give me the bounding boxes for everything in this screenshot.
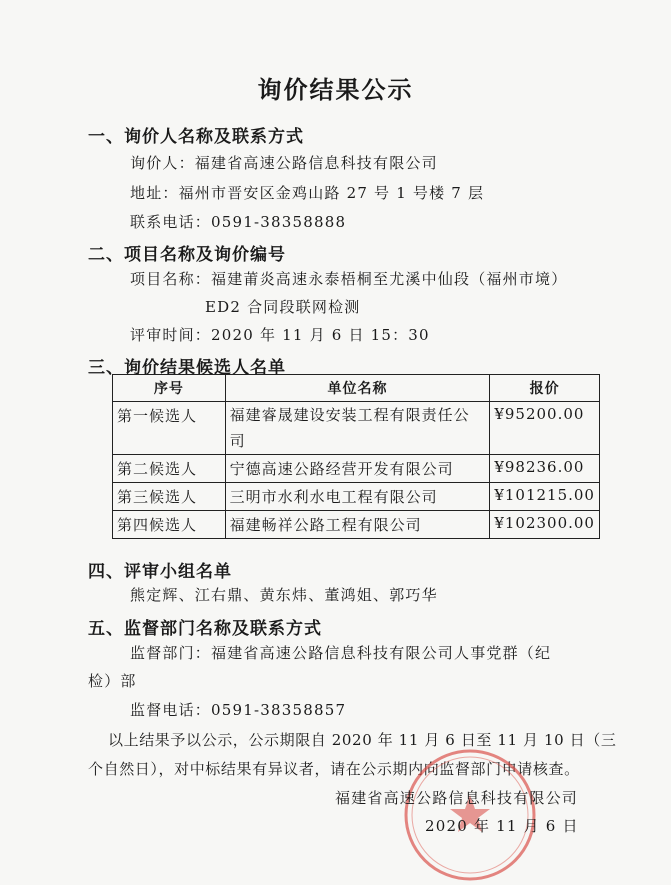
col-header-price: 报价 bbox=[490, 375, 600, 402]
notice-line1: 以上结果予以公示，公示期限自 2020 年 11 月 6 日至 11 月 10 日（三 bbox=[108, 731, 617, 749]
address-line: 地址：福州市晋安区金鸡山路 27 号 1 号楼 7 层 bbox=[130, 184, 485, 202]
price-cell: ¥101215.00 bbox=[490, 483, 600, 511]
table-row bbox=[113, 511, 600, 539]
supervision-phone-line: 监督电话：0591-38358857 bbox=[130, 701, 347, 719]
rank-cell: 第三候选人 bbox=[113, 483, 226, 511]
rank-cell: 第二候选人 bbox=[113, 455, 226, 483]
unit-cell: 福建睿晟建设安装工程有限责任公司 bbox=[225, 402, 490, 455]
unit-cell: 福建畅祥公路工程有限公司 bbox=[225, 511, 490, 539]
review-time-line: 评审时间：2020 年 11 月 6 日 15：30 bbox=[130, 326, 430, 344]
col-header-rank: 序号 bbox=[113, 375, 226, 402]
section3-heading: 三、询价结果候选人名单 bbox=[88, 358, 286, 378]
project-name-line2: ED2 合同段联网检测 bbox=[205, 298, 361, 316]
inquirer-line: 询价人：福建省高速公路信息科技有限公司 bbox=[130, 154, 438, 172]
project-name-line1: 项目名称：福建莆炎高速永泰梧桐至尤溪中仙段（福州市境） bbox=[130, 270, 568, 288]
section1-heading: 一、询价人名称及联系方式 bbox=[88, 127, 304, 147]
candidates-table bbox=[112, 374, 600, 539]
rank-cell: 第四候选人 bbox=[113, 511, 226, 539]
supervision-dept-line2: 检）部 bbox=[88, 672, 137, 690]
price-cell: ¥98236.00 bbox=[490, 455, 600, 483]
document-title: 询价结果公示 bbox=[257, 76, 414, 104]
unit-cell: 宁德高速公路经营开发有限公司 bbox=[225, 455, 490, 483]
unit-cell: 三明市水利水电工程有限公司 bbox=[225, 483, 490, 511]
supervision-dept-line1: 监督部门：福建省高速公路信息科技有限公司人事党群（纪 bbox=[130, 644, 552, 662]
table-row bbox=[113, 455, 600, 483]
price-cell: ¥95200.00 bbox=[490, 402, 600, 455]
table-row bbox=[113, 483, 600, 511]
rank-cell: 第一候选人 bbox=[113, 402, 226, 455]
signature-date: 2020 年 11 月 6 日 bbox=[425, 817, 579, 835]
section2-heading: 二、项目名称及询价编号 bbox=[88, 245, 286, 265]
notice-line2: 个自然日），对中标结果有异议者，请在公示期内向监督部门申请核查。 bbox=[88, 760, 580, 778]
price-cell: ¥102300.00 bbox=[490, 511, 600, 539]
panel-members-line: 熊定辉、江右鼎、黄东炜、董鸿姐、郭巧华 bbox=[130, 586, 438, 604]
section5-heading: 五、监督部门名称及联系方式 bbox=[88, 619, 322, 639]
table-row bbox=[113, 402, 600, 455]
table-header-row bbox=[113, 375, 600, 402]
phone-line: 联系电话：0591-38358888 bbox=[130, 213, 347, 231]
signature-company: 福建省高速公路信息科技有限公司 bbox=[335, 789, 579, 807]
section4-heading: 四、评审小组名单 bbox=[88, 562, 232, 582]
col-header-unit: 单位名称 bbox=[225, 375, 490, 402]
